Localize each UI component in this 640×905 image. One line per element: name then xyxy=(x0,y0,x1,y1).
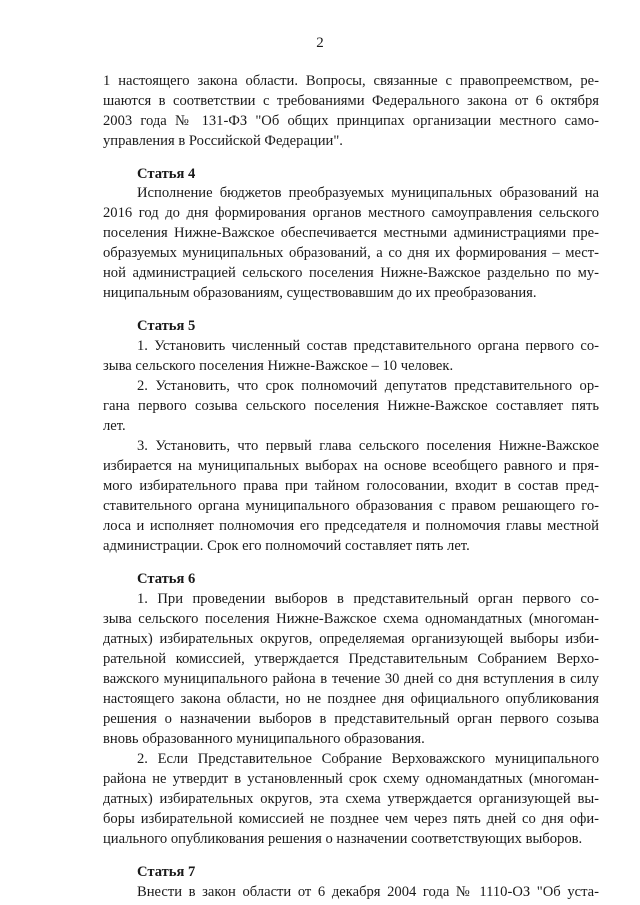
text-line: 1. Установить численный состав представительного органа первого со- xyxy=(137,338,599,354)
article-heading: Статья 4 xyxy=(137,166,196,182)
text-line: ной администрацией сельского поселения Нижне-Важское раздельно по му- xyxy=(103,265,599,281)
text-line: ставительного органа муниципального образования с правом решающего го- xyxy=(103,498,599,514)
text-line: 3. Установить, что первый глава сельского поселения Нижне-Важское xyxy=(137,438,599,454)
text-line: 2016 год до дня формирования органов местного самоуправления сельского xyxy=(103,205,599,221)
text-line: поселения Нижне-Важское обеспечивается местными администрациями пре- xyxy=(103,225,599,241)
text-line: рательной комиссией, утверждается Представительным Собранием Верхо- xyxy=(103,651,599,667)
text-line: 2. Установить, что срок полномочий депутатов представительного ор- xyxy=(137,378,599,394)
text-line: вновь образованного муниципального образования. xyxy=(103,731,425,747)
text-line: избирается на муниципальных выборах на основе всеобщего равного и пря- xyxy=(103,458,599,474)
text-line: решения о назначении выборов в представительный орган первого созыва xyxy=(103,711,599,727)
text-line: администрации. Срок его полномочий составляет пять лет. xyxy=(103,538,470,554)
text-line: 1. При проведении выборов в представительный орган первого со- xyxy=(137,591,599,607)
article-heading: Статья 6 xyxy=(137,571,196,587)
text-line: важского муниципального района в течение 30 дней со дня вступления в силу xyxy=(103,671,599,687)
text-line: лет. xyxy=(103,418,126,434)
article-heading: Статья 7 xyxy=(137,864,196,880)
text-line: лоса и исполняет полномочия его председателя и полномочия главы местной xyxy=(103,518,599,534)
text-line: датных) избирательных округов, определяемая организующей выборы изби- xyxy=(103,631,599,647)
text-line: циального опубликования решения о назначении соответствующих выборов. xyxy=(103,831,583,847)
text-line: зыва сельского поселения Нижне-Важское схема одномандатных (многоман- xyxy=(103,611,599,627)
text-line: датных) избирательных округов, эта схема утверждается организующей вы- xyxy=(103,791,599,807)
text-line: гана первого созыва сельского поселения Нижне-Важское составляет пять xyxy=(103,398,599,414)
text-line: 1 настоящего закона области. Вопросы, связанные с правопреемством, ре- xyxy=(103,73,599,89)
text-line: настоящего закона области, но не позднее дня официального опубликования xyxy=(103,691,599,707)
text-line: Внести в закон области от 6 декабря 2004 года № 1110-ОЗ "Об уста- xyxy=(137,884,599,900)
text-line: образуемых муниципальных образований, а со дня их формирования – мест- xyxy=(103,245,599,261)
text-line: мого избирательного права при тайном голосовании, входит в состав пред- xyxy=(103,478,599,494)
text-line: 2003 года № 131-ФЗ "Об общих принципах организации местного само- xyxy=(103,113,599,129)
text-line: шаются в соответствии с требованиями Федерального закона от 6 октября xyxy=(103,93,599,109)
text-line: района не утвердит в установленный срок схему одномандатных (многоман- xyxy=(103,771,599,787)
text-line: зыва сельского поселения Нижне-Важское – 10 человек. xyxy=(103,358,454,374)
article-heading: Статья 5 xyxy=(137,318,196,334)
text-line: 2. Если Представительное Собрание Верховажского муниципального xyxy=(137,751,599,767)
page-number: 2 xyxy=(316,35,324,51)
text-line: управления в Российской Федерации". xyxy=(103,133,343,149)
text-line: Исполнение бюджетов преобразуемых муниципальных образований на xyxy=(137,185,599,201)
text-line: боры избирательной комиссией не позднее чем через пять дней со дня офи- xyxy=(103,811,599,827)
text-line: ниципальным образованиям, существовавшим до их преобразования. xyxy=(103,285,537,301)
